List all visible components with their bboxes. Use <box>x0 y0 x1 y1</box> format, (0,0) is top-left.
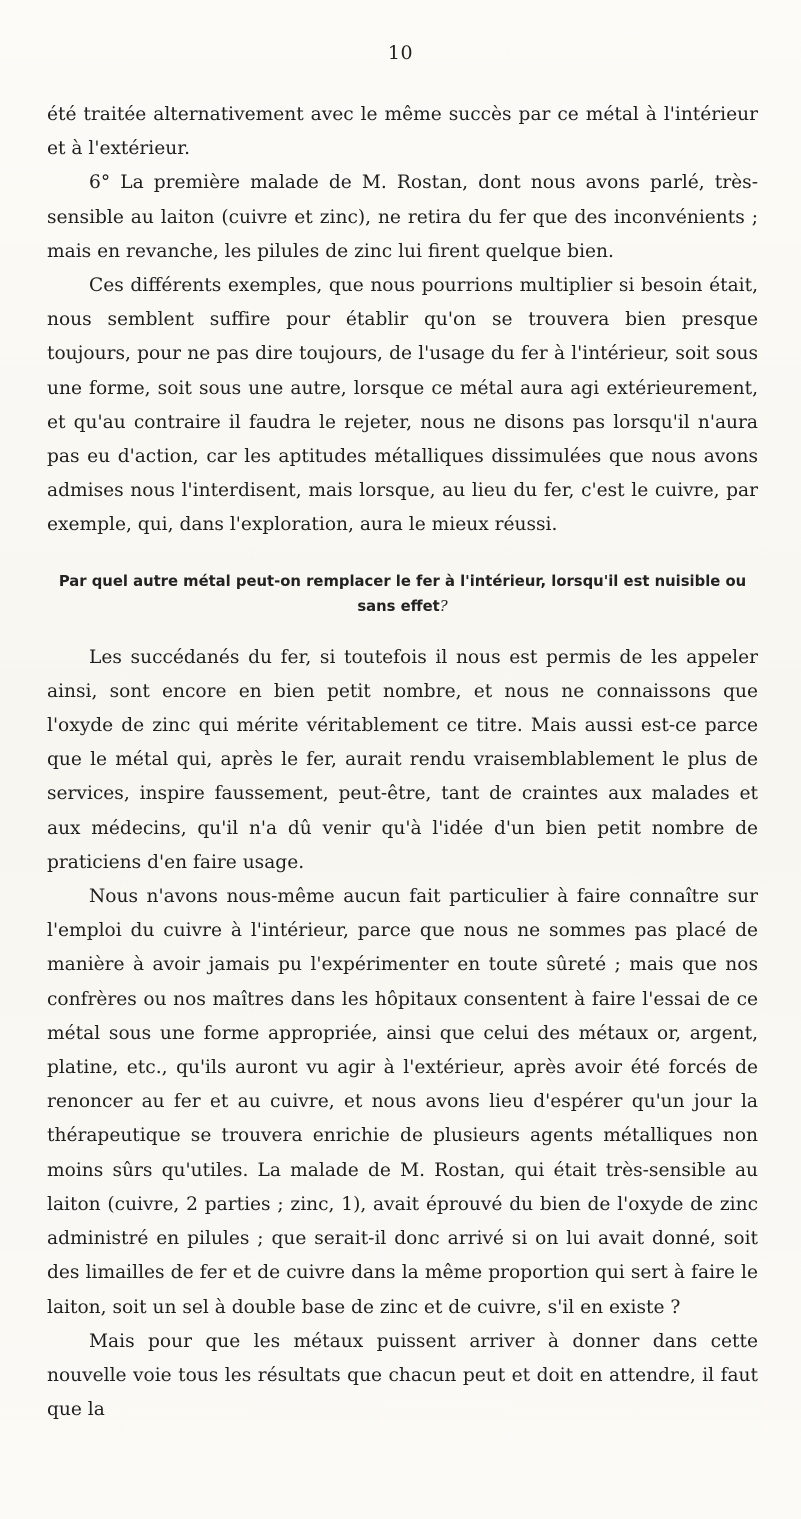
paragraph-item-6: 6° La première malade de M. Rostan, dont nous avons parlé, très-sensible au laiton (cuivre et zinc), ne retira du fer que des inconvénients ; mais en revanche, les pilules de zinc lui firent quelque bien. <box>47 172 758 262</box>
section-heading <box>47 569 758 619</box>
section-heading-text: Par quel autre métal peut-on remplacer le fer à l'intérieur, lorsqu'il est nuisible ou sans effet <box>58 572 747 615</box>
page-body <box>47 98 758 1427</box>
paragraph-cuivre: Nous n'avons nous-même aucun fait particulier à faire connaître sur l'emploi du cuivre à l'intérieur, parce que nous ne sommes pas placé de manière à avoir jamais pu l'expérimenter en toute sûreté ; mais que nos confrères ou nos maîtres dans les hôpitaux consentent à faire l'essai de ce métal sous une forme appropriée, ainsi que celui des métaux or, argent, platine, etc., qu'ils auront vu agir à l'extérieur, après avoir été forcés de renoncer au fer et au cuivre, et nous avons lieu d'espérer qu'un jour la thérapeutique se trouvera enrichie de plusieurs agents métalliques non moins sûrs qu'utiles. La malade de M. Rostan, qui était très-sensible au laiton (cuivre, 2 parties ; zinc, 1), avait éprouvé du bien de l'oxyde de zinc administré en pilules ; que serait-il donc arrivé si on lui avait donné, soit des limailles de fer et de cuivre dans la même proportion qui sert à faire le laiton, soit un sel à double base de zinc et de cuivre, s'il en existe ? <box>47 886 758 1318</box>
paragraph-succedanes: Les succédanés du fer, si toutefois il nous est permis de les appeler ainsi, sont encore en bien petit nombre, et nous ne connaissons que l'oxyde de zinc qui mérite véritablement ce titre. Mais aussi est-ce parce que le métal qui, après le fer, aurait rendu vraisemblablement le plus de services, inspire faussement, peut-être, tant de craintes aux malades et aux médecins, qu'il n'a dû venir qu'à l'idée d'un bien petit nombre de praticiens d'en faire usage. <box>47 646 758 873</box>
page-number: 10 <box>387 42 414 64</box>
paragraph-continuation: été traitée alternativement avec le même succès par ce métal à l'intérieur et à l'extérieur. <box>47 104 758 160</box>
section-heading-punct: ? <box>439 597 448 615</box>
paragraph-metaux: Mais pour que les métaux puissent arriver à donner dans cette nouvelle voie tous les résultats que chacun peut et doit en attendre, il faut que la <box>47 1330 758 1421</box>
paragraph-examples: Ces différents exemples, que nous pourrions multiplier si besoin était, nous semblent suffire pour établir qu'on se trouvera bien presque toujours, pour ne pas dire toujours, de l'usage du fer à l'intérieur, soit sous une forme, soit sous une autre, lorsque ce métal aura agi extérieurement, et qu'au contraire il faudra le rejeter, nous ne disons pas lorsqu'il n'aura pas eu d'action, car les aptitudes métalliques dissimulées que nous avons admises nous l'interdisent, mais lorsque, au lieu du fer, c'est le cuivre, par exemple, qui, dans l'exploration, aura le mieux réussi. <box>47 275 758 536</box>
